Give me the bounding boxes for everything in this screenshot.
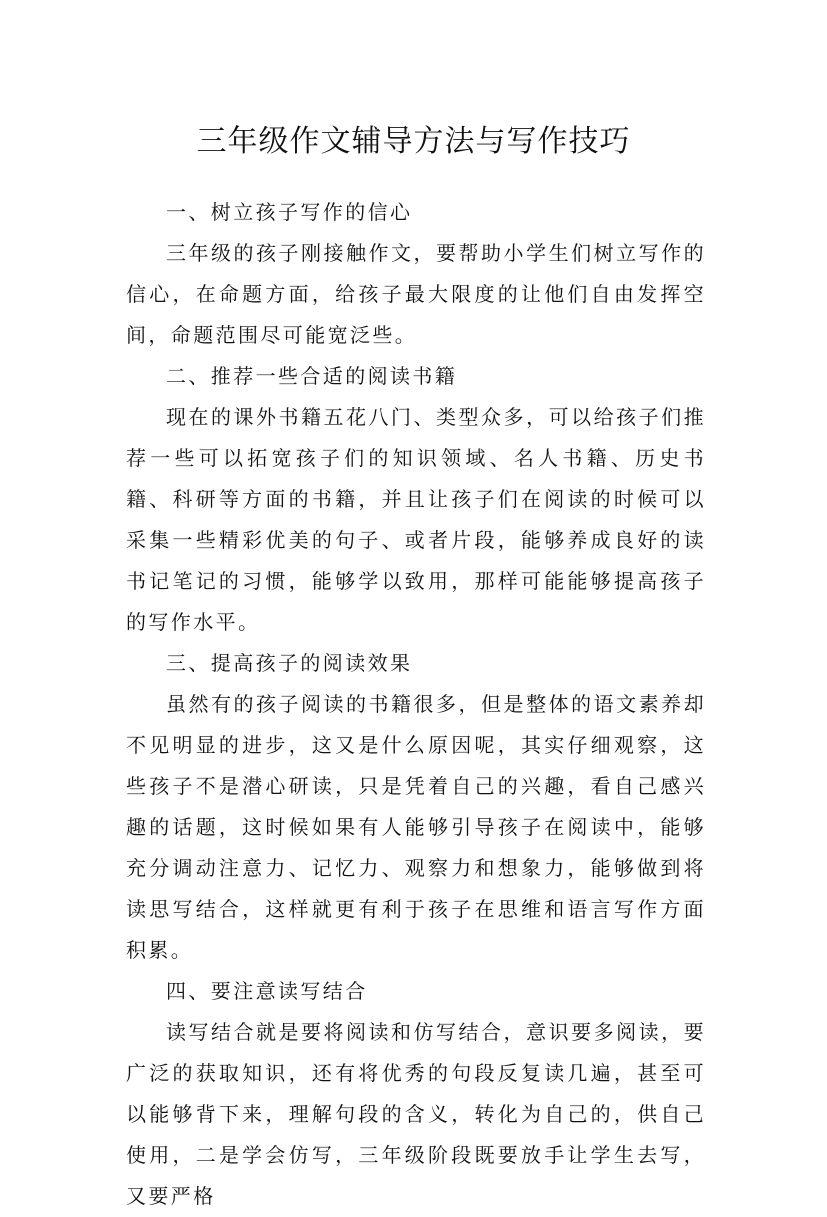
- document-body: [126, 192, 706, 1217]
- section-paragraph: 虽然有的孩子阅读的书籍很多，但是整体的语文素养却不见明显的进步，这又是什么原因呢，其实仔细观察，这些孩子不是潜心研读，只是凭着自己的兴趣，看自己感兴趣的话题，这时候如果有人能够引导孩子在阅读中，能够充分调动注意力、记忆力、观察力和想象力，能够做到将读思写结合，这样就更有利于孩子在思维和语言写作方面积累。: [126, 692, 706, 962]
- section-paragraph: 三年级的孩子刚接触作文，要帮助小学生们树立写作的信心，在命题方面，给孩子最大限度的让他们自由发挥空间，命题范围尽可能宽泛些。: [126, 241, 706, 347]
- document-title: 三年级作文辅导方法与写作技巧: [196, 124, 631, 160]
- section-heading: 一、树立孩子写作的信心: [166, 200, 413, 224]
- section-paragraph: 读写结合就是要将阅读和仿写结合，意识要多阅读，要广泛的获取知识，还有将优秀的句段反复读几遍，甚至可以能够背下来，理解句段的含义，转化为自己的，供自己使用，二是学会仿写，三年级阶段既要放手让学生去写，又要严格: [126, 1020, 706, 1208]
- section-paragraph: 现在的课外书籍五花八门、类型众多，可以给孩子们推荐一些可以拓宽孩子们的知识领域、名人书籍、历史书籍、科研等方面的书籍，并且让孩子们在阅读的时候可以采集一些精彩优美的句子、或者片段，能够养成良好的读书记笔记的习惯，能够学以致用，那样可能能够提高孩子的写作水平。: [126, 405, 706, 634]
- section-heading: 二、推荐一些合适的阅读书籍: [166, 364, 458, 388]
- section-heading: 三、提高孩子的阅读效果: [166, 651, 413, 675]
- section-heading: 四、要注意读写结合: [166, 979, 368, 1003]
